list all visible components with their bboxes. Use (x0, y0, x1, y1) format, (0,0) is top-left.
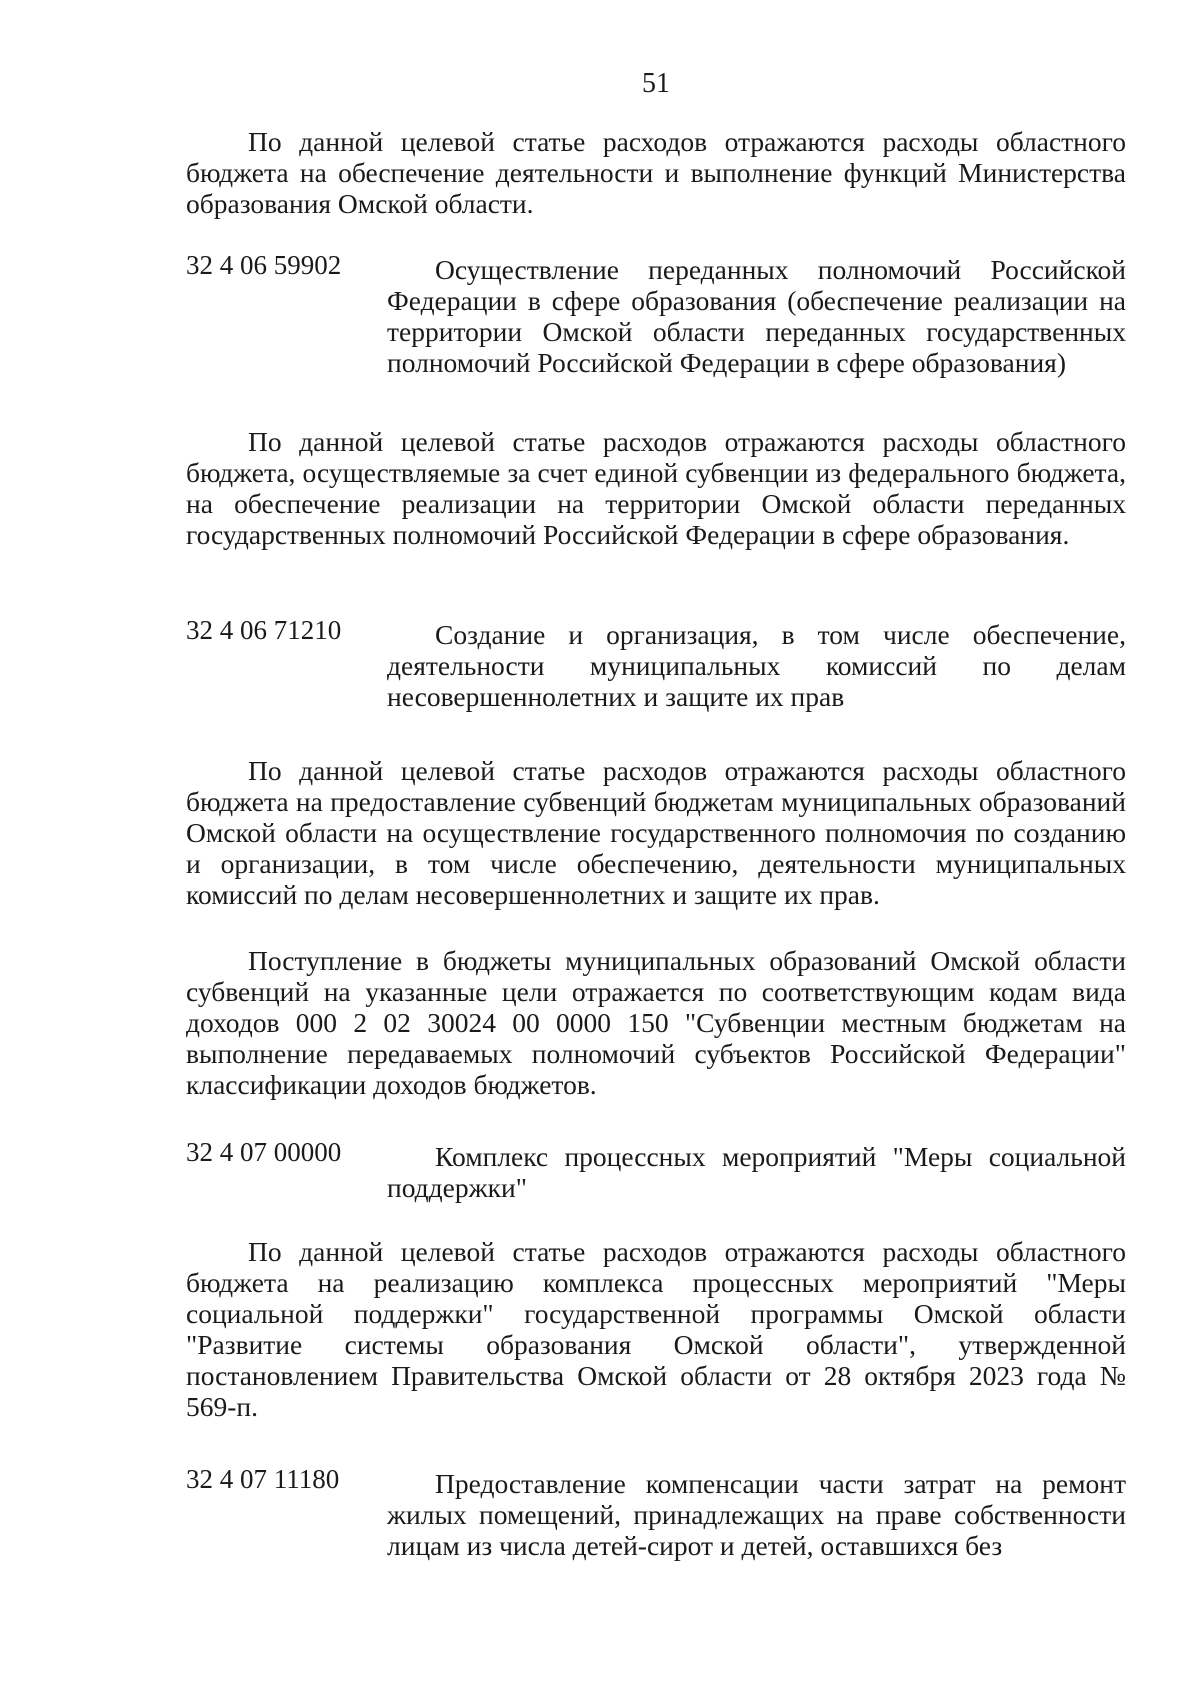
entry-code-2: 32 4 06 71210 (186, 615, 342, 645)
entry-title-2: Создание и организация, в том числе обеспечение, деятельности муниципальных комиссий по делам несовершеннолетних и защите их прав (387, 619, 1126, 712)
entry-title-4: Предоставление компенсации части затрат на ремонт жилых помещений, принадлежащих на праве собственности лицам из числа детей-сирот и детей, оставшихся без (387, 1468, 1126, 1561)
paragraph-4: Поступление в бюджеты муниципальных образований Омской области субвенций на указанные цели отражается по соответствующим кодам вида доходов 000 2 02 30024 00 0000 150 "Субвенции местным бюджетам на выполнение передаваемых полномочий субъектов Российской Федерации" классификации доходов бюджетов. (186, 945, 1126, 1100)
paragraph-3: По данной целевой статье расходов отражаются расходы областного бюджета на предоставление субвенций бюджетам муниципальных образований Омской области на осуществление государственного полномочия по созданию и организации, в том числе обеспечению, деятельности муниципальных комиссий по делам несовершеннолетних и защите их прав. (186, 755, 1126, 910)
entry-code-3: 32 4 07 00000 (186, 1137, 342, 1167)
entry-title-3: Комплекс процессных мероприятий "Меры социальной поддержки" (387, 1141, 1126, 1203)
paragraph-5: По данной целевой статье расходов отражаются расходы областного бюджета на реализацию комплекса процессных мероприятий "Меры социальной поддержки" государственной программы Омской области "Развитие системы образования Омской области", утвержденной постановлением Правительства Омской области от 28 октября 2023 года № 569-п. (186, 1236, 1126, 1422)
entry-title-1: Осуществление переданных полномочий Российской Федерации в сфере образования (обеспечение реализации на территории Омской области переданных государственных полномочий Российской Федерации в сфере образования) (387, 254, 1126, 378)
entry-code-4: 32 4 07 11180 (186, 1464, 340, 1494)
paragraph-1: По данной целевой статье расходов отражаются расходы областного бюджета на обеспечение деятельности и выполнение функций Министерства образования Омской области. (186, 126, 1126, 219)
paragraph-2: По данной целевой статье расходов отражаются расходы областного бюджета, осуществляемые за счет единой субвенции из федерального бюджета, на обеспечение реализации на территории Омской области переданных государственных полномочий Российской Федерации в сфере образования. (186, 426, 1126, 550)
entry-code-1: 32 4 06 59902 (186, 250, 342, 280)
page-number: 51 (642, 68, 670, 99)
